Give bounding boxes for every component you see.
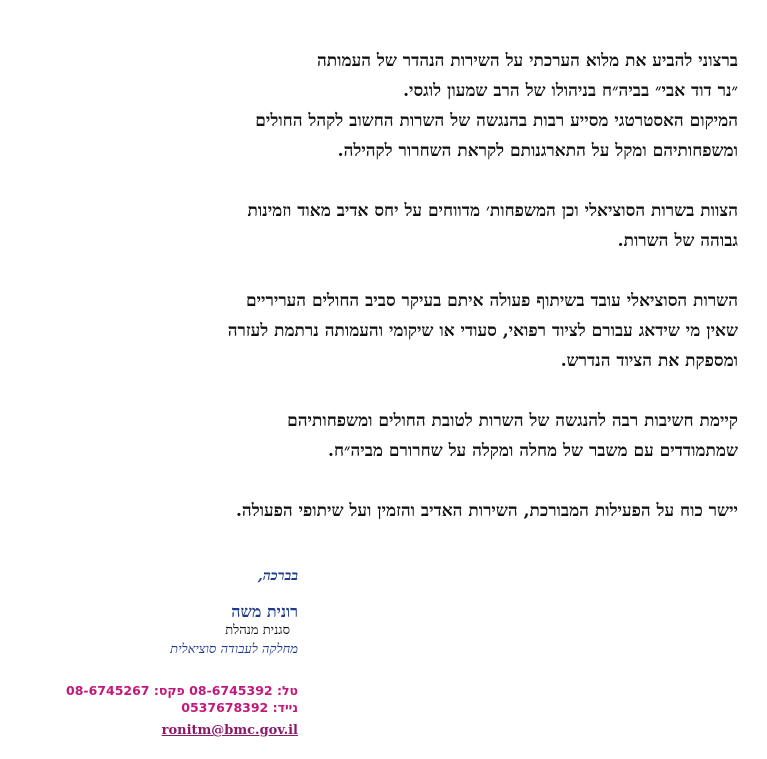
- signature-block: [60, 566, 298, 740]
- text-line: ״נר דוד אבי״ בביה״ח בניהולו של הרב שמעון לוגסי.: [403, 81, 738, 101]
- text-line: ברצוני להביע את מלוא הערכתי על השירות הנהדר של העמותה: [317, 51, 738, 71]
- text-line: השרות הסוציאלי עובד בשיתוף פעולה איתם בעיקר סביב החולים העריריים: [245, 291, 738, 311]
- department-name: מחלקה לעבודה סוציאלית: [170, 642, 298, 657]
- paragraph-staff-feedback: [30, 196, 738, 256]
- email-link[interactable]: ronitm@bmc.gov.il: [161, 723, 298, 738]
- letter-body: [30, 46, 738, 526]
- text-line: ומספקת את הציוד הנדרש.: [560, 351, 738, 371]
- mobile-line: נייד: 0537678392: [181, 700, 298, 715]
- text-line: גבוהה של השרות.: [617, 231, 738, 251]
- text-line: ומשפחותיהם ומקל על התארגנותם לקראת השחרור לקהילה.: [337, 141, 738, 161]
- text-line: שמתמודדים עם משבר של מחלה ומקלה על שחרורם מביה״ח.: [328, 441, 738, 461]
- paragraph-cooperation: [30, 286, 738, 376]
- text-line: יישר כוח על הפעילות המבורכת, השירות האדיב והזמין ועל שיתופי הפעולה.: [236, 501, 738, 521]
- text-line: המיקום האסטרטגי מסייע רבות בהנגשה של השרות החשוב לקהל החולים: [255, 111, 738, 131]
- signer-name: רונית משה: [231, 602, 298, 621]
- phone-fax-line: טל: 08-6745392 פקס: 08-6745267: [66, 683, 298, 698]
- greeting: בברכה,: [257, 568, 298, 584]
- paragraph-appreciation: [30, 46, 738, 166]
- paragraph-closing: [30, 496, 738, 526]
- text-line: קיימת חשיבות רבה להנגשה של השרות לטובת החולים ומשפחותיהם: [287, 411, 738, 431]
- paragraph-importance: [30, 406, 738, 466]
- text-line: שאין מי שידאג עבורם לציוד רפואי, סעודי או שיקומי והעמותה נרתמת לעזרה: [227, 321, 738, 341]
- text-line: הצוות בשרות הסוציאלי וכן המשפחות׳ מדווחים על יחס אדיב מאוד וזמינות: [247, 201, 738, 221]
- signer-role: סגנית מנהלת: [225, 623, 290, 638]
